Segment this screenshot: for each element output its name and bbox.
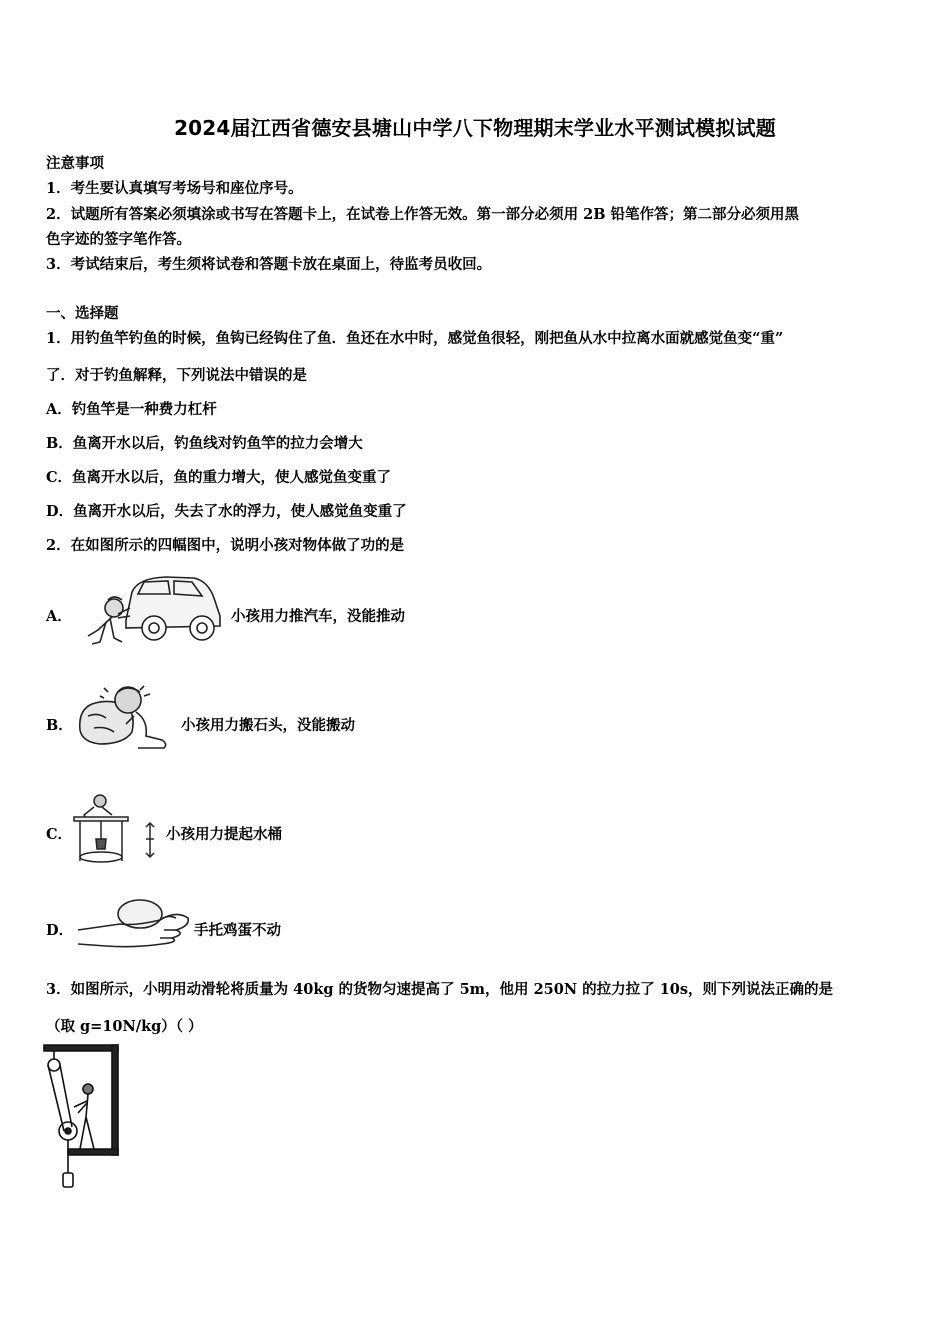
car-push-illustration bbox=[74, 572, 224, 650]
question-3-stem-cont: （取 g=10N/kg）（ ） bbox=[46, 1018, 203, 1035]
question-2-option-c-text: 小孩用力提起水桶 bbox=[166, 826, 282, 843]
question-2-option-d-letter: D． bbox=[46, 922, 74, 939]
question-2-option-a-text: 小孩用力推汽车，没能推动 bbox=[231, 608, 405, 625]
question-2-option-d-text: 手托鸡蛋不动 bbox=[194, 922, 281, 939]
bucket-lift-illustration bbox=[72, 793, 164, 867]
notice-item: 色字迹的签字笔作答。 bbox=[46, 231, 191, 248]
question-1-option-c: C．鱼离开水以后，鱼的重力增大，使人感觉鱼变重了 bbox=[46, 469, 392, 486]
notice-item: 2．试题所有答案必须填涂或书写在答题卡上，在试卷上作答无效。第一部分必须用 2B 铅笔作答；第二部分必须用黑 bbox=[46, 206, 800, 223]
question-3-stem: 3．如图所示，小明用动滑轮将质量为 40kg 的货物匀速提高了 5m，他用 250N 的拉力拉了 10s，则下列说法正确的是 bbox=[46, 981, 834, 998]
question-1-option-a: A．钓鱼竿是一种费力杠杆 bbox=[46, 401, 217, 418]
question-1-option-b: B．鱼离开水以后，钓鱼线对钓鱼竿的拉力会增大 bbox=[46, 435, 363, 452]
pulley-illustration bbox=[44, 1045, 122, 1201]
notice-item: 1．考生要认真填写考场号和座位序号。 bbox=[46, 180, 303, 197]
question-1-option-d: D．鱼离开水以后，失去了水的浮力，使人感觉鱼变重了 bbox=[46, 503, 407, 520]
question-2-option-a-letter: A． bbox=[46, 608, 72, 625]
question-2-option-b-letter: B． bbox=[46, 717, 73, 734]
notice-item: 3．考试结束后，考生须将试卷和答题卡放在桌面上，待监考员收回。 bbox=[46, 256, 492, 273]
question-2-option-c-letter: C． bbox=[46, 826, 73, 843]
hand-egg-illustration bbox=[76, 896, 194, 952]
question-1-stem: 1．用钓鱼竿钓鱼的时候，鱼钩已经钩住了鱼．鱼还在水中时，感觉鱼很轻，刚把鱼从水中拉离水面就感觉鱼变“重” bbox=[46, 330, 784, 347]
page-title: 2024届江西省德安县塘山中学八下物理期末学业水平测试模拟试题 bbox=[174, 116, 776, 140]
rock-lift-illustration bbox=[74, 680, 174, 752]
notice-heading: 注意事项 bbox=[46, 155, 104, 172]
question-2-stem: 2．在如图所示的四幅图中，说明小孩对物体做了功的是 bbox=[46, 537, 405, 554]
question-2-option-b-text: 小孩用力搬石头，没能搬动 bbox=[181, 717, 355, 734]
question-1-stem-cont: 了．对于钓鱼解释，下列说法中错误的是 bbox=[46, 367, 307, 384]
section-heading: 一、选择题 bbox=[46, 305, 119, 322]
